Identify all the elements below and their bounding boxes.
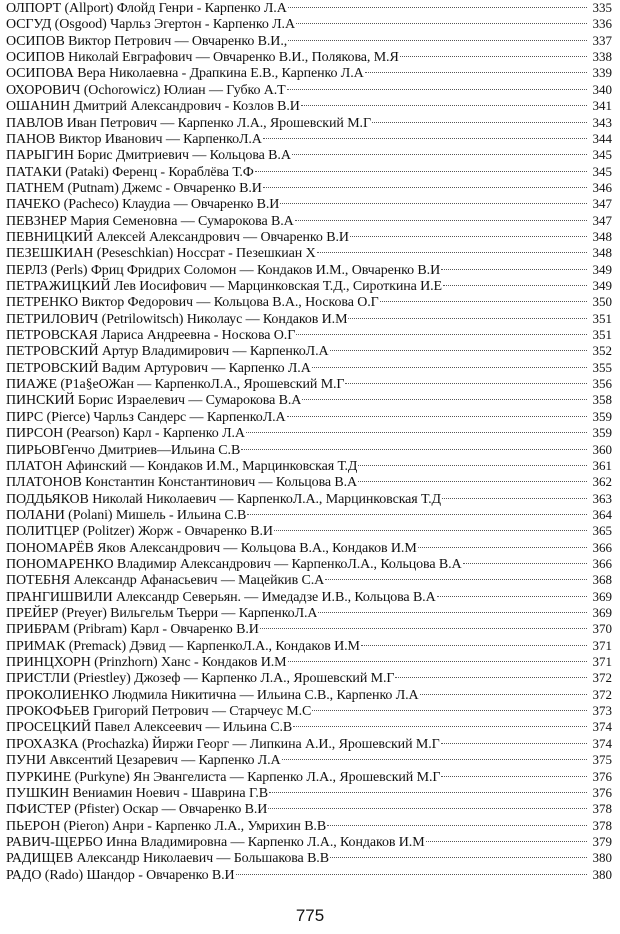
- dot-leader: [255, 171, 587, 172]
- toc-entry: [6, 490, 612, 508]
- toc-entry-page: 337: [592, 32, 612, 48]
- toc-entry-page: 363: [592, 490, 612, 506]
- dot-leader: [236, 874, 587, 875]
- dot-leader: [241, 449, 587, 450]
- toc-entry: [6, 866, 612, 884]
- toc-entry-text: ПЕТРОВСКИЙ Артур Владимирович — КарпенкоЛ.А: [6, 344, 329, 360]
- toc-entry-text: ОСИПОВА Вера Николаевна - Драпкина Е.В., Карпенко Л.А: [6, 66, 364, 82]
- toc-entry-text: ПЕВНИЦКИЙ Алексей Александрович — Овчаренко В.И: [6, 229, 349, 245]
- toc-entry: [6, 669, 612, 687]
- toc-entry-page: 372: [592, 670, 612, 686]
- toc-entry-page: 359: [592, 408, 612, 424]
- toc-entry-text: ПЕТРИЛОВИЧ (Petrilowitsch) Николаус — Кондаков И.М: [6, 311, 348, 327]
- toc-entry-text: ПУРКИНЕ (Purkyne) Ян Эвангелиста — Карпенко Л.А., Ярошевский М.Г: [6, 769, 441, 785]
- toc-entry-text: ПРИНЦХОРН (Prinzhorn) Ханс - Кондаков И.М: [6, 655, 287, 670]
- toc-entry: [6, 32, 612, 50]
- toc-entry: [6, 130, 612, 148]
- toc-entry-page: 362: [592, 474, 612, 490]
- toc-entry-text: ПРИСТЛИ (Priestley) Джозеф — Карпенко Л.А., Ярошевский М.Г: [6, 671, 395, 687]
- toc-entry-page: 365: [592, 523, 612, 539]
- dot-leader: [318, 612, 587, 613]
- toc-entry: [6, 64, 612, 82]
- toc-entry-text: ПОДДЬЯКОВ Николай Николаевич — КарпенкоЛ.А., Марцинковская Т.Д: [6, 491, 441, 507]
- toc-entry-text: ОЛПОРТ (Allport) Флойд Генри - Карпенко Л.А: [6, 1, 287, 16]
- toc-entry: [6, 146, 612, 164]
- dot-leader: [287, 89, 587, 90]
- toc-entry: [6, 751, 612, 769]
- toc-entry: [6, 653, 612, 671]
- toc-entry: [6, 555, 612, 573]
- toc-entry: [6, 15, 612, 33]
- toc-entry: [6, 195, 612, 213]
- dot-leader: [426, 841, 587, 842]
- toc-entry-text: ПИАЖЕ (P1a§eОЖан — КарпенкоЛ.А., Ярошевский М.Г: [6, 377, 345, 393]
- toc-entry: [6, 620, 612, 638]
- page-number: 775: [295, 906, 325, 925]
- dot-leader: [400, 56, 587, 57]
- dot-leader: [380, 301, 587, 302]
- toc-entry-page: 369: [592, 605, 612, 620]
- toc-entry: [6, 637, 612, 655]
- toc-entry: [6, 522, 612, 540]
- toc-entry-page: 380: [592, 866, 612, 882]
- toc-entry: [6, 702, 612, 720]
- toc-entry-text: ПУШКИН Вениамин Ноевич - Шаврина Г.В: [6, 785, 268, 801]
- toc-entry: [6, 833, 612, 851]
- toc-entry-text: ПЛАТОН Афинский — Кондаков И.М., Марцинковская Т.Д: [6, 458, 358, 474]
- toc-entry-text: ПАТАКИ (Pataki) Ференц - Кораблёва Т.Ф: [6, 164, 254, 180]
- dot-leader: [358, 465, 587, 466]
- toc-entry-text: ПИРЬОВГенчо Дмитриев—Ильина С.В: [6, 442, 241, 458]
- toc-entry-page: 375: [592, 752, 612, 768]
- toc-entry: [6, 604, 612, 622]
- toc-entry-text: ПАТНЕМ (Putnam) Джемс - Овчаренко В.И: [6, 180, 262, 196]
- toc-entry-page: 360: [592, 441, 612, 457]
- toc-entry-page: 366: [592, 555, 612, 571]
- toc-entry-page: 341: [592, 98, 612, 114]
- toc-entry-page: 351: [592, 327, 612, 342]
- toc-entry-text: ПАРЫГИН Борис Дмитриевич — Кольцова В.А: [6, 148, 291, 164]
- dot-leader: [247, 514, 587, 515]
- toc-entry: [6, 342, 612, 360]
- toc-entry-page: 346: [592, 179, 612, 195]
- dot-leader: [372, 122, 587, 123]
- toc-entry: [6, 359, 612, 377]
- toc-entry: [6, 784, 612, 802]
- toc-entry-text: ПФИСТЕР (Pfister) Оскар — Овчаренко В.И: [6, 802, 268, 818]
- toc-entry: [6, 310, 612, 328]
- dot-leader: [441, 743, 587, 744]
- toc-entry-page: 347: [592, 196, 612, 212]
- dot-leader: [442, 498, 587, 499]
- dot-leader: [463, 563, 587, 564]
- dot-leader: [350, 236, 587, 237]
- toc-entry-page: 366: [592, 539, 612, 555]
- toc-entry-page: 368: [592, 572, 612, 588]
- dot-leader: [274, 530, 587, 531]
- toc-entry-text: ОХОРОВИЧ (Ochorowicz) Юлиан — Губко А.Т: [6, 82, 286, 98]
- toc-entry-text: ПИНСКИЙ Борис Израелевич — Сумарокова В.А: [6, 393, 302, 409]
- toc-entry-text: ПРОКОЛИЕНКО Людмила Никитична — Ильина С.В., Карпенко Л.А: [6, 687, 419, 703]
- toc-entry-page: 350: [592, 294, 612, 310]
- toc-entry: [6, 326, 612, 344]
- toc-entry-page: 373: [592, 703, 612, 719]
- dot-leader: [282, 759, 587, 760]
- toc-entry-text: ПОНОМАРЁВ Яков Александрович — Кольцова В.А., Кондаков И.М: [6, 540, 417, 556]
- toc-entry-page: 343: [592, 114, 612, 130]
- dot-leader: [246, 432, 587, 433]
- toc-entry-page: 335: [592, 0, 612, 15]
- toc-entry-text: ПРАНГИШВИЛИ Александр Северьян. — Имедадзе И.В., Кольцова В.А: [6, 589, 436, 605]
- dot-leader: [269, 792, 587, 793]
- toc-entry: [6, 441, 612, 459]
- toc-entry: [6, 375, 612, 393]
- dot-leader: [288, 40, 587, 41]
- toc-entry-page: 359: [592, 425, 612, 441]
- toc-entry-text: ПЕВЗНЕР Мария Семеновна — Сумарокова В.А: [6, 213, 294, 229]
- toc-entry-text: ПЬЕРОН (Pieron) Анри - Карпенко Л.А., Умрихин В.В: [6, 818, 327, 834]
- toc-entry: [6, 849, 612, 867]
- toc-entry-text: ПРИМАК (Premack) Дэвид — КарпенкоЛ.А., Кондаков И.М: [6, 638, 360, 654]
- dot-leader: [296, 334, 587, 335]
- toc-entry-text: ПОНОМАРЕНКО Владимир Александрович — КарпенкоЛ.А., Кольцова В.А: [6, 556, 462, 572]
- dot-leader: [361, 645, 587, 646]
- toc-entry-page: 364: [592, 506, 612, 522]
- toc-entry-page: 371: [592, 637, 612, 653]
- toc-entry-text: ОСИПОВ Виктор Петрович — Овчаренко В.И.,: [6, 33, 288, 49]
- dot-leader: [317, 252, 587, 253]
- toc-entry-text: ПРИБРАМ (Pribram) Карл - Овчаренко В.И: [6, 622, 259, 638]
- toc-entry-page: 376: [592, 768, 612, 784]
- toc-entry: [6, 97, 612, 115]
- toc-entry-text: РАДИЩЕВ Александр Николаевич — Большакова В.В: [6, 851, 329, 867]
- toc-entry: [6, 571, 612, 589]
- toc-entry: [6, 588, 612, 606]
- toc-entry-text: ПИРС (Pierce) Чарльз Сандерс — КарпенкоЛ.А: [6, 409, 286, 425]
- toc-entry-page: 351: [592, 310, 612, 326]
- toc-entry: [6, 391, 612, 409]
- toc-entry: [6, 212, 612, 230]
- dot-leader: [260, 628, 587, 629]
- toc-entry-page: 372: [592, 686, 612, 702]
- dot-leader: [443, 285, 587, 286]
- toc-entry: [6, 293, 612, 311]
- toc-entry: [6, 81, 612, 99]
- toc-entry: [6, 48, 612, 66]
- dot-leader: [296, 23, 587, 24]
- toc-entry-page: 374: [592, 719, 612, 735]
- dot-leader: [395, 677, 587, 678]
- toc-entry-text: РАВИЧ-ЩЕРБО Инна Владимировна — Карпенко Л.А., Кондаков И.М: [6, 834, 425, 850]
- toc-entry: [6, 114, 612, 132]
- toc-entry-page: 378: [592, 801, 612, 817]
- toc-entry-text: ОШАНИН Дмитрий Александрович - Козлов В.И: [6, 99, 300, 115]
- toc-entry: [6, 506, 612, 524]
- toc-entry-page: 376: [592, 784, 612, 800]
- dot-leader: [348, 318, 587, 319]
- toc-entry: [6, 277, 612, 295]
- dot-leader: [292, 154, 587, 155]
- toc-entry: [6, 244, 612, 262]
- toc-entry: [6, 768, 612, 786]
- toc-entry-page: 356: [592, 376, 612, 392]
- toc-entry: [6, 228, 612, 246]
- dot-leader: [295, 220, 587, 221]
- toc-entry-text: ПИРСОН (Pearson) Карл - Карпенко Л.А: [6, 426, 245, 442]
- toc-entry-text: ПЕТРОВСКАЯ Лариса Андреевна - Носкова О.Г: [6, 328, 296, 343]
- dot-leader: [301, 105, 587, 106]
- toc-entry-text: ПЕТРЕНКО Виктор Федорович — Кольцова В.А., Носкова О.Г: [6, 295, 379, 311]
- dot-leader: [365, 72, 587, 73]
- dot-leader: [358, 481, 587, 482]
- toc-entry: [6, 473, 612, 491]
- toc-entry-page: 378: [592, 817, 612, 833]
- toc-entry-page: 355: [592, 359, 612, 375]
- dot-leader: [325, 579, 587, 580]
- toc-entry-page: 338: [592, 49, 612, 65]
- dot-leader: [441, 776, 587, 777]
- toc-entry: [6, 718, 612, 736]
- toc-entry-text: ПЕРЛЗ (Perls) Фриц Фридрих Соломон — Кондаков И.М., Овчаренко В.И: [6, 262, 441, 278]
- toc-entry-page: 347: [592, 212, 612, 228]
- toc-entry-text: ПАВЛОВ Иван Петрович — Карпенко Л.А., Ярошевский М.Г: [6, 115, 371, 131]
- dot-leader: [312, 710, 587, 711]
- dot-leader: [312, 367, 587, 368]
- toc-entry-page: 369: [592, 588, 612, 604]
- toc-entry-page: 358: [592, 392, 612, 408]
- toc-entry-text: ПРЕЙЕР (Preyer) Вильгельм Тьерри — КарпенкоЛ.А: [6, 606, 318, 621]
- dot-leader: [330, 857, 587, 858]
- toc-entry-page: 371: [592, 654, 612, 669]
- dot-leader: [263, 187, 587, 188]
- toc-entry-page: 345: [592, 147, 612, 163]
- toc-entry: [6, 261, 612, 279]
- toc-entry-page: 348: [592, 228, 612, 244]
- toc-entry-page: 336: [592, 16, 612, 32]
- toc-entry: [6, 735, 612, 753]
- toc-entry-text: ПУНИ Авксентий Цезаревич — Карпенко Л.А: [6, 753, 281, 769]
- dot-leader: [288, 7, 587, 8]
- toc-entry-text: ПАЧЕКО (Pacheco) Клаудиа — Овчаренко В.И: [6, 197, 280, 213]
- toc-entry: [6, 686, 612, 704]
- toc-entry: [6, 800, 612, 818]
- toc-entry-page: 344: [592, 130, 612, 146]
- toc-entry-text: ПОЛАНИ (Polani) Мишель - Ильина С.В: [6, 507, 247, 523]
- toc-entry-page: 345: [592, 163, 612, 179]
- dot-leader: [327, 825, 587, 826]
- toc-entry-text: ПРОСЕЦКИЙ Павел Алексеевич — Ильина С.В: [6, 720, 293, 736]
- dot-leader: [345, 383, 587, 384]
- toc-entry-page: 370: [592, 621, 612, 637]
- toc-entry-text: РАДО (Rado) Шандор - Овчаренко В.И: [6, 867, 235, 883]
- toc-entry: [6, 817, 612, 835]
- toc-entry-text: ПРОКОФЬЕВ Григорий Петрович — Старчеус М.С: [6, 704, 312, 720]
- toc-entry-page: 380: [592, 850, 612, 866]
- toc-entry-text: ПАНОВ Виктор Иванович — КарпенкоЛ.А: [6, 131, 262, 147]
- toc-entry-page: 374: [592, 735, 612, 751]
- toc-entry-page: 349: [592, 278, 612, 293]
- toc-entry-text: ПРОХАЗКА (Prochazka) Йиржи Георг — Липкина А.И., Ярошевский М.Г: [6, 736, 440, 752]
- toc-entry: [6, 163, 612, 181]
- dot-leader: [437, 596, 587, 597]
- toc-entry: [6, 457, 612, 475]
- toc-entry-text: ОСГУД (Osgood) Чарльз Эгертон - Карпенко Л.А: [6, 17, 295, 33]
- toc-entry-text: ПЕТРОВСКИЙ Вадим Артурович — Карпенко Л.А: [6, 360, 311, 376]
- dot-leader: [302, 399, 587, 400]
- toc-entry: [6, 408, 612, 426]
- toc-entry-text: ПЕЗЕШКИАН (Peseschkian) Носсрат - Пезешкиан Х: [6, 246, 316, 262]
- toc-entry-text: ПЛАТОНОВ Константин Константинович — Кольцова В.А: [6, 475, 358, 491]
- dot-leader: [263, 138, 587, 139]
- toc-entry: [6, 424, 612, 442]
- toc-entry-page: 348: [592, 245, 612, 261]
- dot-leader: [287, 416, 587, 417]
- dot-leader: [441, 269, 587, 270]
- toc-entry: [6, 539, 612, 557]
- toc-entry-page: 339: [592, 65, 612, 81]
- toc-entry: [6, 179, 612, 197]
- dot-leader: [420, 694, 587, 695]
- dot-leader: [293, 726, 587, 727]
- toc-entry-text: ПОЛИТЦЕР (Politzer) Жорж - Овчаренко В.И: [6, 524, 273, 540]
- dot-leader: [280, 203, 587, 204]
- dot-leader: [288, 661, 588, 662]
- toc-entry-text: ПЕТРАЖИЦКИЙ Лев Иосифович — Марцинковская Т.Д., Сироткина И.Е: [6, 279, 442, 294]
- toc-entry-text: ОСИПОВ Николай Евграфович — Овчаренко В.И., Полякова, М.Я: [6, 50, 399, 66]
- toc-entry-page: 349: [592, 261, 612, 277]
- dot-leader: [268, 808, 587, 809]
- toc-entry-page: 379: [592, 833, 612, 849]
- dot-leader: [418, 547, 587, 548]
- toc-entry-page: 340: [592, 81, 612, 97]
- dot-leader: [330, 350, 588, 351]
- toc-entry-page: 361: [592, 457, 612, 473]
- toc-entry-page: 352: [592, 343, 612, 359]
- toc-entry-text: ПОТЕБНЯ Александр Афанасьевич — Мацейкив С.А: [6, 573, 325, 589]
